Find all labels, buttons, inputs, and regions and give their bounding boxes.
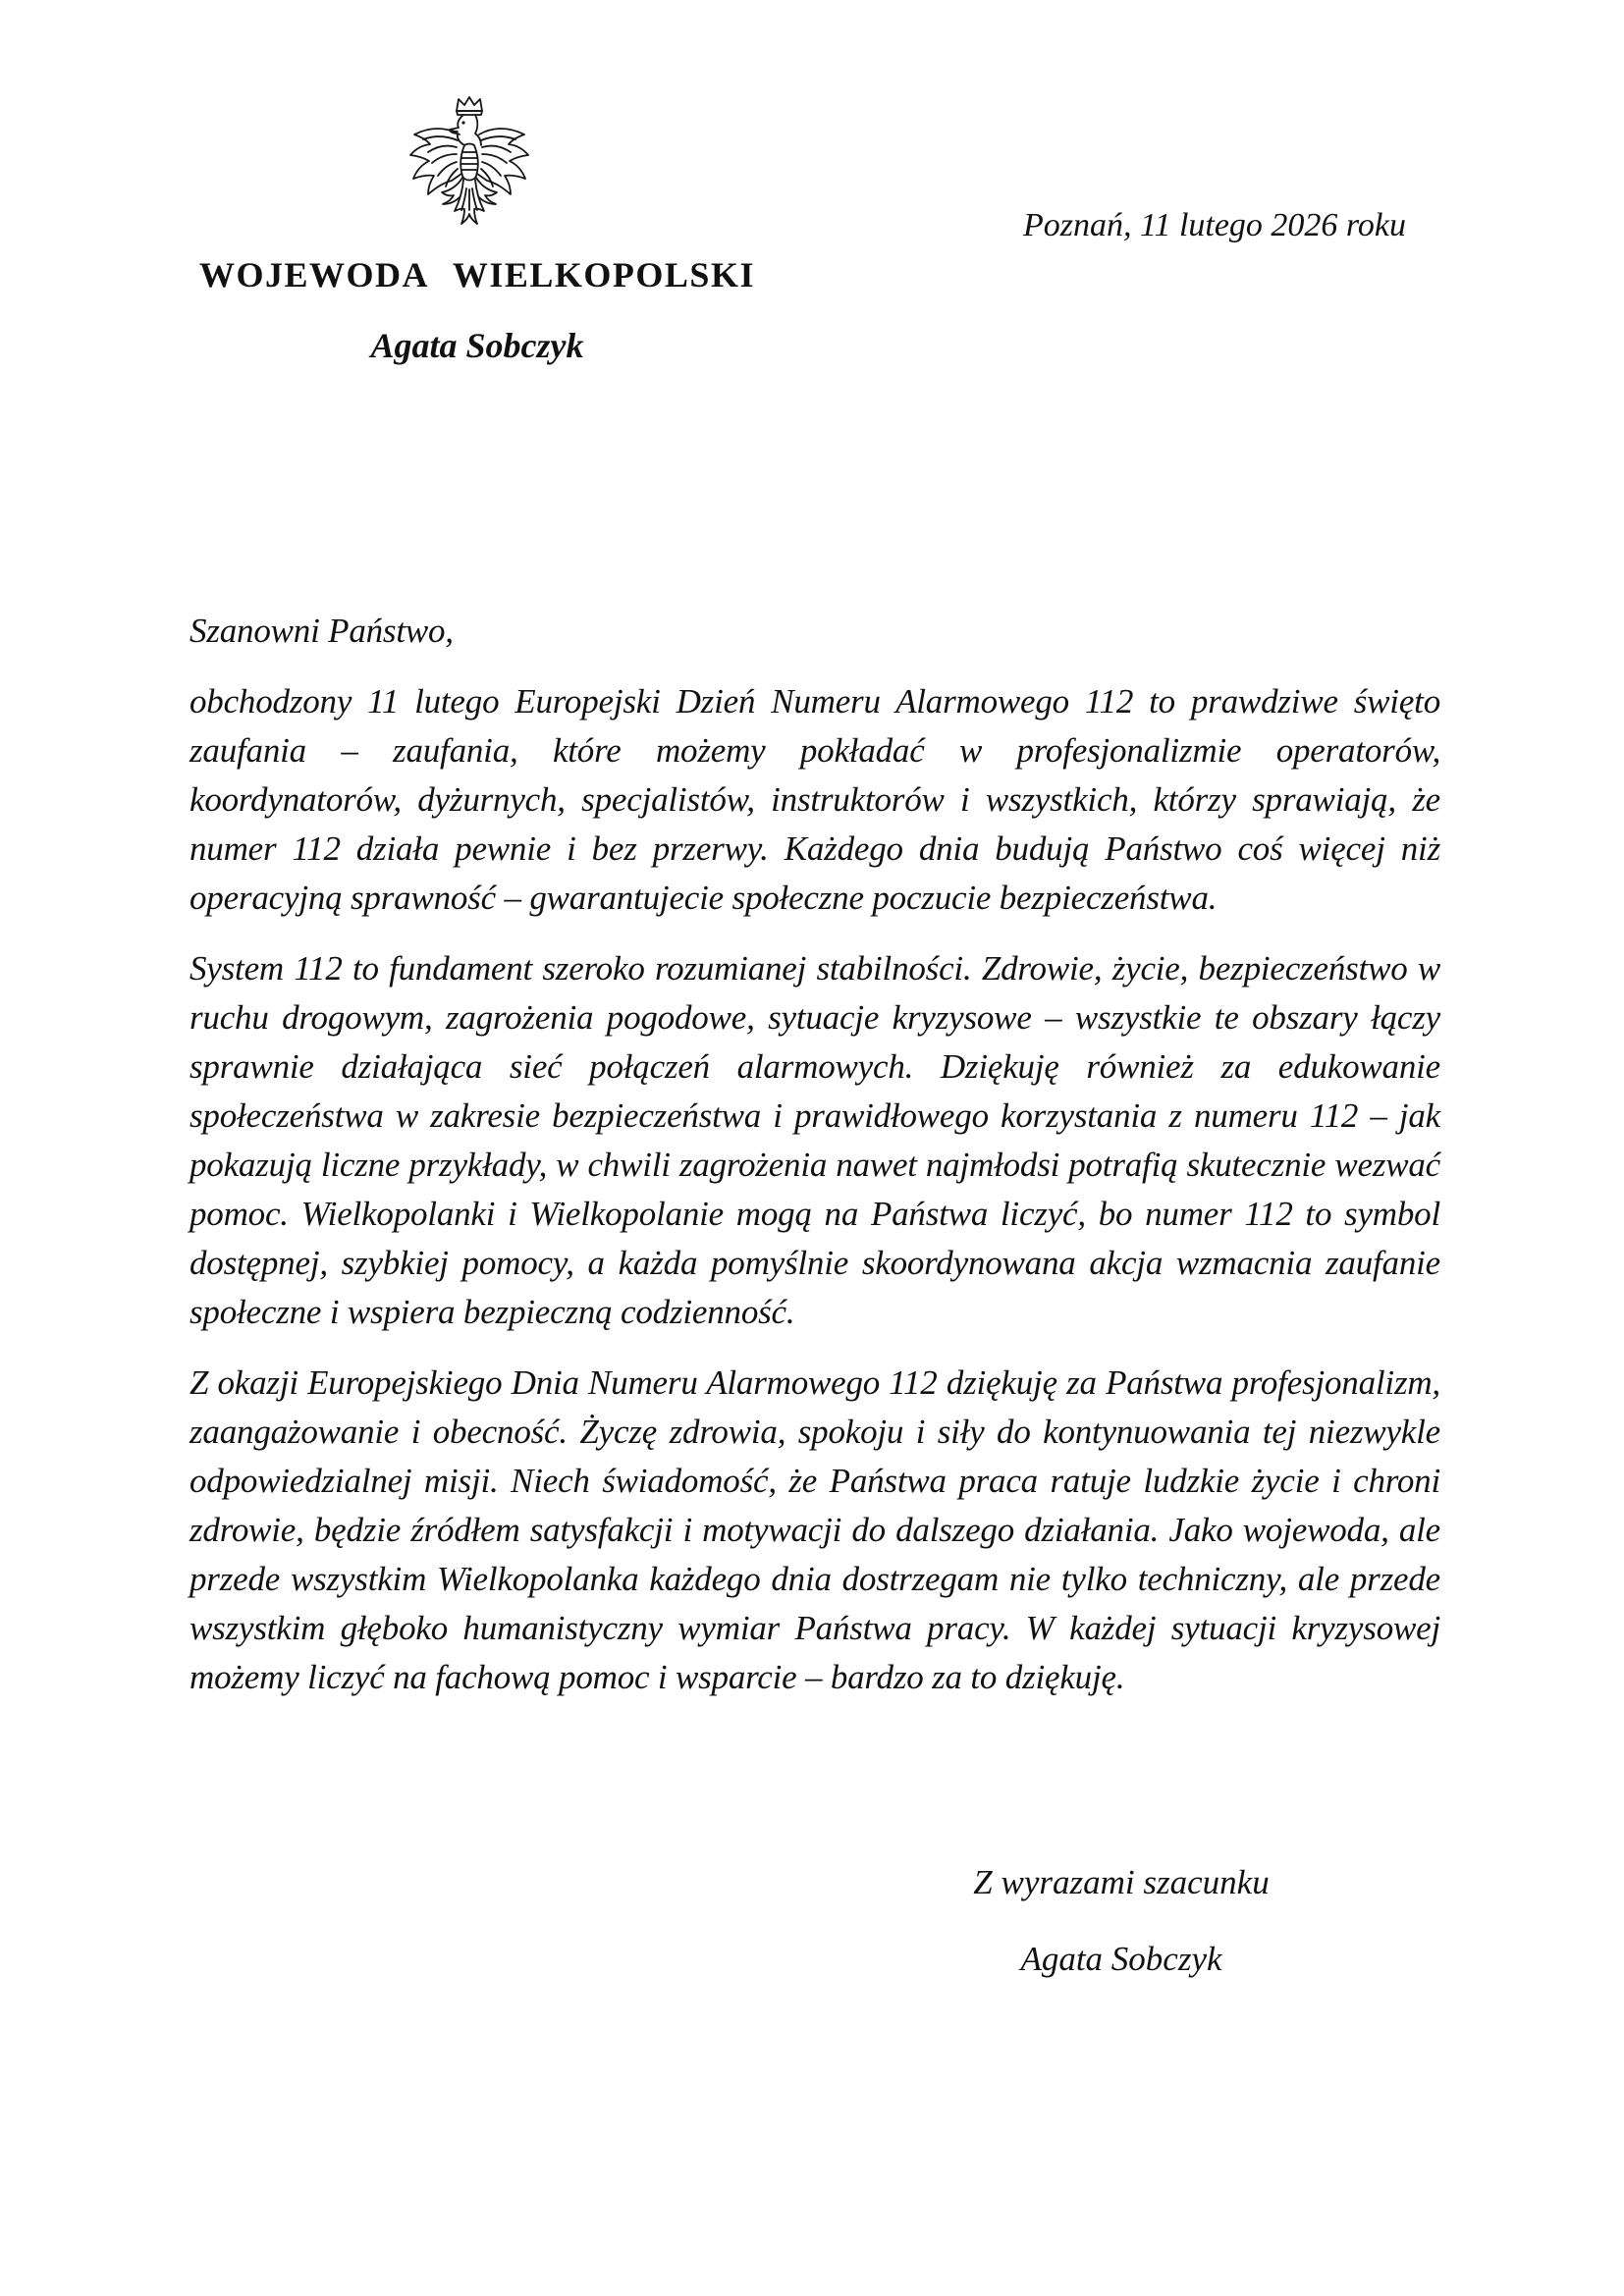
official-name-header: Agata Sobczyk	[370, 326, 584, 365]
office-title: WOJEWODA WIELKOPOLSKI	[199, 255, 755, 294]
letter-paragraph: Z okazji Europejskiego Dnia Numeru Alarmowego 112 dziękuję za Państwa profesjonalizm, zaangażowanie i obecność. Życzę zdrowia, spokoju i siły do kontynuowania tej niezwykle odpowiedzialnej misji. Niech świadomość, że Państwa praca ratuje ludzkie życie i chroni zdrowie, będzie źródłem satysfakcji i motywacji do dalszego działania. Jako wojewoda, ale przede wszystkim Wielkopolanka każdego dnia dostrzegam nie tylko techniczny, ale przede wszystkim głęboko humanistyczny wymiar Państwa pracy. W każdej sytuacji kryzysowej możemy liczyć na fachową pomoc i wsparcie – bardzo za to dziękuję.	[189, 1363, 1440, 1696]
closing-block	[876, 1859, 1367, 1983]
place-and-date: Poznań, 11 lutego 2026 roku	[1022, 207, 1406, 243]
polish-eagle-coat-of-arms-icon	[405, 94, 534, 240]
letter-paragraph: obchodzony 11 lutego Europejski Dzień Numeru Alarmowego 112 to prawdziwe święto zaufania – zaufania, które możemy pokładać w profesjonalizmie operatorów, koordynatorów, dyżurnych, specjalistów, instruktorów i wszystkich, którzy sprawiają, że numer 112 działa pewnie i bez przerwy. Każdego dnia budują Państwo coś więcej niż operacyjną sprawność – gwarantujecie społeczne poczucie bezpieczeństwa.	[189, 682, 1440, 917]
letter-body	[189, 607, 1440, 1724]
signature-name: Agata Sobczyk	[1020, 1940, 1222, 1978]
salutation: Szanowni Państwo,	[189, 612, 454, 650]
closing-phrase: Z wyrazami szacunku	[973, 1863, 1270, 1901]
letter-paragraph: System 112 to fundament szeroko rozumianej stabilności. Zdrowie, życie, bezpieczeństwo w ruchu drogowym, zagrożenia pogodowe, sytuacje kryzysowe – wszystkie te obszary łączy sprawnie działająca sieć połączeń alarmowych. Dziękuję również za edukowanie społeczeństwa w zakresie bezpieczeństwa i prawidłowego korzystania z numeru 112 – jak pokazują liczne przykłady, w chwili zagrożenia nawet najmłodsi potrafią skutecznie wezwać pomoc. Wielkopolanki i Wielkopolanie mogą na Państwa liczyć, bo numer 112 to symbol dostępnej, szybkiej pomocy, a każda pomyślnie skoordynowana akcja wzmacnia zaufanie społeczne i wspiera bezpieczną codzienność.	[189, 949, 1440, 1331]
